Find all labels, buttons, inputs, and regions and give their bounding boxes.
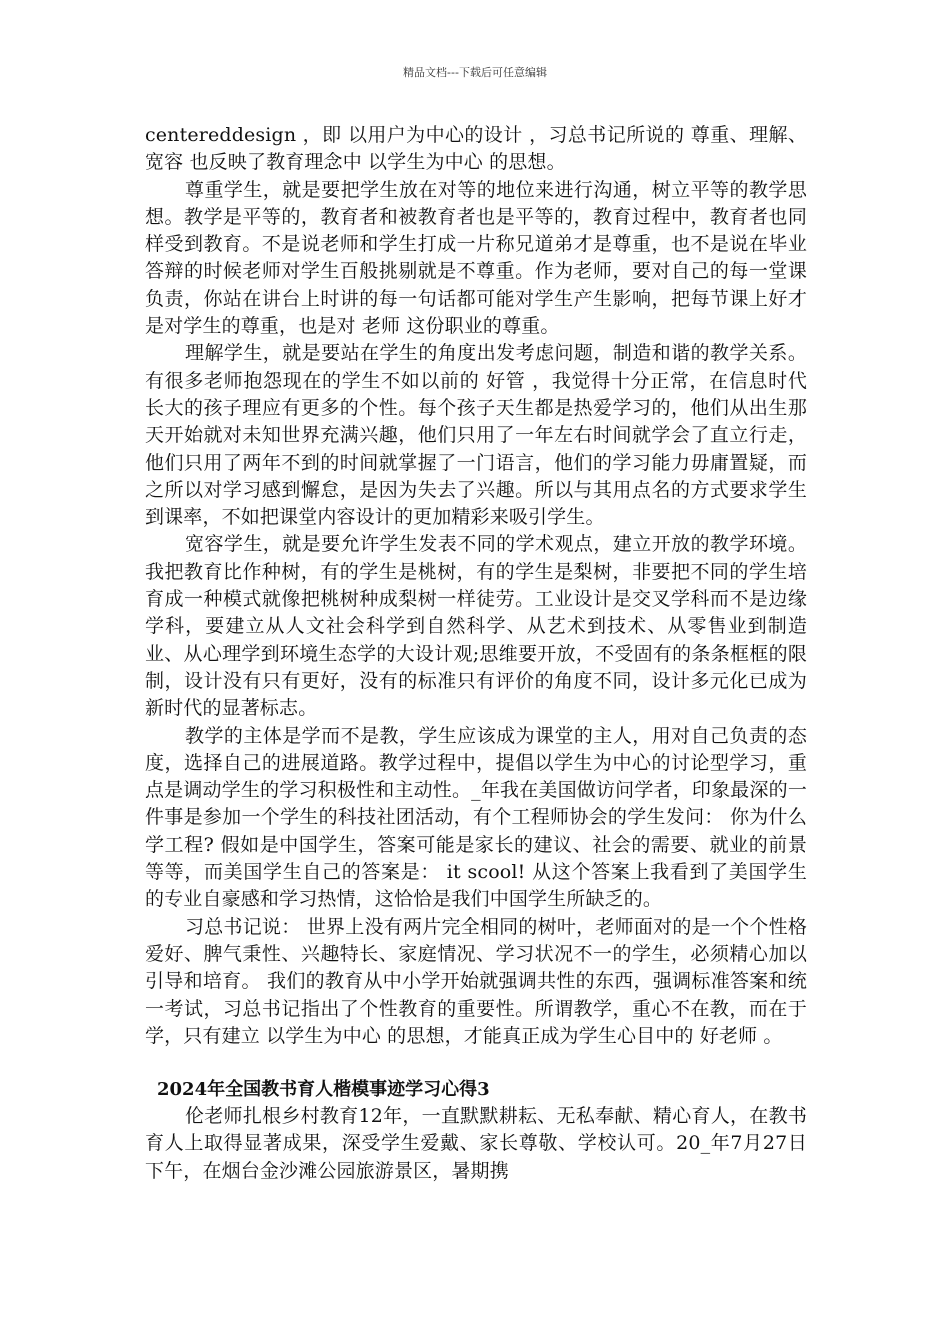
- page-header: 精品文档---下载后可任意编辑: [403, 66, 547, 79]
- paragraph-intro: centereddesign ，即 以用户为中心的设计 ，习总书记所说的 尊重、理解、宽容 也反映了教育理念中 以学生为中心 的思想。: [145, 124, 807, 174]
- document-body: [145, 122, 807, 1185]
- section-title: 2024年全国教书育人楷模事迹学习心得3: [157, 1079, 490, 1101]
- paragraph-understand: 理解学生，就是要站在学生的角度出发考虑问题，制造和谐的教学关系。有很多老师抱怨现在的学生不如以前的 好管 ，我觉得十分正常，在信息时代长大的孩子理应有更多的个性。每个孩子天生都是热爱学习的，他们从出生那天开始就对未知世界充满兴趣，他们只用了一年左右时间就学会了直立行走，他们只用了两年不到的时间就掌握了一门语言，他们的学习能力毋庸置疑，而之所以对学习感到懈怠，是因为失去了兴趣。所以与其用点名的方式要求学生到课率，不如把课堂内容设计的更加精彩来吸引学生。: [145, 342, 807, 529]
- paragraph-tolerance: 宽容学生，就是要允许学生发表不同的学术观点，建立开放的教学环境。我把教育比作种树，有的学生是桃树，有的学生是梨树，非要把不同的学生培育成一种模式就像把桃树种成梨树一样徒劳。工业设计是交叉学科而不是边缘学科，要建立从人文社会科学到自然科学、从艺术到技术、从零售业到制造业、从心理学到环境生态学的大设计观;思维要开放，不受固有的条条框框的限制，设计没有只有更好，没有的标准只有评价的角度不同，设计多元化已成为新时代的显著标志。: [145, 533, 807, 720]
- paragraph-learning-subject: 教学的主体是学而不是教，学生应该成为课堂的主人，用对自己负责的态度，选择自己的进展道路。教学过程中，提倡以学生为中心的讨论型学习，重点是调动学生的学习积极性和主动性。_年我在美国做访问学者，印象最深的一件事是参加一个学生的科技社团活动，有个工程师协会的学生发问： 你为什么学工程? 假如是中国学生，答案可能是家长的建议、社会的需要、就业的前景等等，而美国学生自己的答案是： it scool! 从这个答案上我看到了美国学生的专业自豪感和学习热情，这恰恰是我们中国学生所缺乏的。: [145, 724, 807, 911]
- paragraph-section-body: 伦老师扎根乡村教育12年，一直默默耕耘、无私奉献、精心育人，在教书育人上取得显著成果，深受学生爱戴、家长尊敬、学校认可。20_年7月27日下午，在烟台金沙滩公园旅游景区，暑期携: [145, 1105, 807, 1182]
- paragraph-respect: 尊重学生，就是要把学生放在对等的地位来进行沟通，树立平等的教学思想。教学是平等的，教育者和被教育者也是平等的，教育过程中，教育者也同样受到教育。不是说老师和学生打成一片称兄道弟才是尊重，也不是说在毕业答辩的时候老师对学生百般挑剔就是不尊重。作为老师，要对自己的每一堂课负责，你站在讲台上时讲的每一句话都可能对学生产生影响，把每节课上好才是对学生的尊重，也是对 老师 这份职业的尊重。: [145, 178, 807, 338]
- section-spacer: [145, 1050, 807, 1076]
- paragraph-quote: 习总书记说： 世界上没有两片完全相同的树叶，老师面对的是一个个性格爱好、脾气秉性、兴趣特长、家庭情况、学习状况不一的学生，必须精心加以引导和培育。 我们的教育从中小学开始就强调共性的东西，强调标准答案和统一考试，习总书记指出了个性教育的重要性。所谓教学，重心不在教，而在于学，只有建立 以学生为中心 的思想，才能真正成为学生心目中的 好老师 。: [145, 915, 807, 1047]
